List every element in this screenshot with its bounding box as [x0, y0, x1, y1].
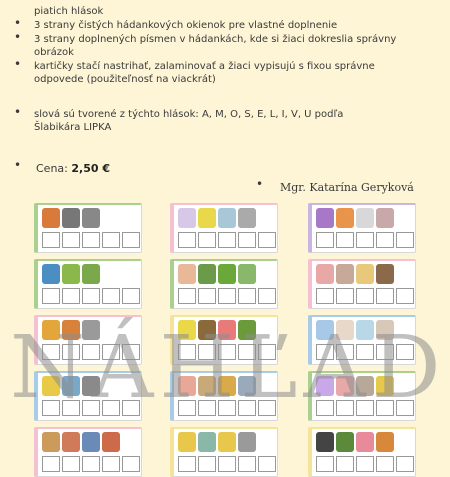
letter-cell: [176, 318, 198, 364]
answer-box: [82, 456, 100, 472]
description-line: Šlabikára LIPKA: [34, 122, 112, 133]
answer-box: [316, 400, 334, 416]
answer-box: [336, 400, 354, 416]
letter-cell: [60, 206, 82, 252]
answer-box: [102, 344, 120, 360]
puzzle-card: [34, 259, 142, 309]
picture-icon: [238, 264, 256, 284]
puzzle-card: [34, 427, 142, 477]
letter-cell: [256, 374, 278, 420]
picture-icon: [198, 320, 216, 340]
answer-box: [178, 232, 196, 248]
letter-cell: [334, 206, 356, 252]
price: [36, 162, 110, 175]
answer-box: [178, 344, 196, 360]
letter-cell: [374, 262, 396, 308]
letter-cell: [236, 206, 258, 252]
letter-cell: [120, 374, 142, 420]
answer-box: [258, 232, 276, 248]
answer-box: [218, 400, 236, 416]
picture-icon: [82, 208, 100, 228]
answer-box: [178, 456, 196, 472]
letter-cell: [60, 262, 82, 308]
picture-icon: [42, 320, 60, 340]
bullet-icon: •: [14, 105, 22, 119]
answer-box: [336, 456, 354, 472]
answer-box: [178, 400, 196, 416]
watermark: NÁHĽAD: [10, 318, 447, 418]
letter-cell: [334, 262, 356, 308]
letter-cell: [354, 318, 376, 364]
puzzle-card: [308, 315, 416, 365]
picture-icon: [198, 432, 216, 452]
picture-icon: [62, 208, 80, 228]
answer-box: [122, 456, 140, 472]
picture-icon: [42, 264, 60, 284]
letter-cell: [120, 206, 142, 252]
picture-icon: [218, 432, 236, 452]
letter-cell: [236, 318, 258, 364]
bullet-icon: •: [14, 16, 22, 30]
letter-cell: [354, 374, 376, 420]
letter-cell: [334, 318, 356, 364]
picture-icon: [376, 376, 394, 396]
picture-icon: [238, 376, 256, 396]
letter-cell: [176, 374, 198, 420]
answer-box: [316, 232, 334, 248]
letter-cell: [256, 318, 278, 364]
answer-box: [198, 232, 216, 248]
letter-cell: [314, 318, 336, 364]
picture-icon: [218, 264, 236, 284]
letter-cell: [216, 262, 238, 308]
picture-icon: [336, 264, 354, 284]
letter-cell: [120, 318, 142, 364]
letter-cell: [334, 374, 356, 420]
letter-cell: [40, 206, 62, 252]
answer-box: [122, 344, 140, 360]
answer-box: [62, 288, 80, 304]
picture-icon: [198, 376, 216, 396]
letter-cell: [314, 374, 336, 420]
letter-cell: [334, 430, 356, 476]
answer-box: [356, 288, 374, 304]
picture-icon: [376, 208, 394, 228]
picture-icon: [316, 376, 334, 396]
answer-box: [376, 400, 394, 416]
picture-icon: [178, 208, 196, 228]
letter-cell: [40, 318, 62, 364]
answer-box: [198, 456, 216, 472]
author-name: Mgr. Katarína Geryková: [280, 181, 414, 194]
answer-box: [218, 232, 236, 248]
picture-icon: [238, 208, 256, 228]
answer-box: [122, 288, 140, 304]
picture-icon: [376, 320, 394, 340]
picture-icon: [42, 376, 60, 396]
letter-cell: [394, 430, 416, 476]
answer-box: [356, 456, 374, 472]
answer-box: [396, 400, 414, 416]
letter-cell: [120, 430, 142, 476]
answer-box: [238, 400, 256, 416]
puzzle-card: [308, 259, 416, 309]
answer-box: [396, 232, 414, 248]
letter-cell: [196, 318, 218, 364]
letter-cell: [394, 262, 416, 308]
picture-icon: [62, 264, 80, 284]
answer-box: [396, 344, 414, 360]
answer-box: [42, 232, 60, 248]
answer-box: [62, 232, 80, 248]
answer-box: [238, 456, 256, 472]
description-line: 3 strany čistých hádankových okienok pre vlastné doplnenie: [34, 20, 338, 31]
price-value: 2,50 €: [71, 162, 110, 175]
answer-box: [82, 232, 100, 248]
answer-box: [42, 288, 60, 304]
letter-cell: [120, 262, 142, 308]
letter-cell: [354, 262, 376, 308]
picture-icon: [356, 376, 374, 396]
answer-box: [376, 344, 394, 360]
answer-box: [82, 288, 100, 304]
description-line: 3 strany doplnených písmen v hádankách, kde si žiaci dokreslia správny: [34, 34, 397, 45]
answer-box: [42, 456, 60, 472]
picture-icon: [42, 208, 60, 228]
letter-cell: [314, 430, 336, 476]
picture-icon: [82, 376, 100, 396]
letter-cell: [196, 262, 218, 308]
letter-cell: [394, 318, 416, 364]
answer-box: [336, 344, 354, 360]
answer-box: [258, 400, 276, 416]
letter-cell: [100, 430, 122, 476]
answer-box: [102, 456, 120, 472]
letter-cell: [394, 206, 416, 252]
picture-icon: [238, 432, 256, 452]
letter-cell: [256, 206, 278, 252]
answer-box: [238, 232, 256, 248]
answer-box: [102, 288, 120, 304]
answer-box: [316, 344, 334, 360]
letter-cell: [100, 374, 122, 420]
letter-cell: [40, 374, 62, 420]
letter-cell: [60, 318, 82, 364]
picture-icon: [178, 320, 196, 340]
letter-cell: [80, 206, 102, 252]
letter-cell: [354, 206, 376, 252]
answer-box: [258, 288, 276, 304]
answer-box: [238, 344, 256, 360]
letter-cell: [60, 430, 82, 476]
picture-icon: [316, 432, 334, 452]
letter-cell: [40, 430, 62, 476]
picture-icon: [178, 264, 196, 284]
picture-icon: [316, 320, 334, 340]
letter-cell: [176, 430, 198, 476]
answer-box: [42, 344, 60, 360]
answer-box: [258, 456, 276, 472]
picture-icon: [218, 208, 236, 228]
price-label: Cena:: [36, 162, 68, 175]
letter-cell: [40, 262, 62, 308]
letter-cell: [314, 262, 336, 308]
letter-cell: [216, 206, 238, 252]
picture-icon: [316, 264, 334, 284]
picture-icon: [178, 432, 196, 452]
puzzle-card: [170, 315, 278, 365]
answer-box: [336, 288, 354, 304]
bullet-icon: •: [14, 158, 22, 172]
puzzle-card: [170, 203, 278, 253]
answer-box: [376, 232, 394, 248]
picture-icon: [316, 208, 334, 228]
puzzle-card: [170, 371, 278, 421]
letter-cell: [80, 374, 102, 420]
picture-icon: [82, 320, 100, 340]
answer-box: [102, 232, 120, 248]
picture-icon: [178, 376, 196, 396]
letter-cell: [216, 374, 238, 420]
answer-box: [198, 400, 216, 416]
puzzle-card: [34, 315, 142, 365]
picture-icon: [336, 208, 354, 228]
letter-cell: [236, 262, 258, 308]
answer-box: [198, 288, 216, 304]
picture-icon: [356, 432, 374, 452]
picture-icon: [42, 432, 60, 452]
answer-box: [62, 344, 80, 360]
letter-cell: [256, 262, 278, 308]
bullet-icon: •: [14, 30, 22, 44]
letter-cell: [80, 262, 102, 308]
answer-box: [396, 456, 414, 472]
picture-icon: [356, 208, 374, 228]
letter-cell: [374, 318, 396, 364]
picture-icon: [336, 320, 354, 340]
letter-cell: [374, 206, 396, 252]
answer-box: [198, 344, 216, 360]
answer-box: [122, 400, 140, 416]
puzzle-card: [170, 259, 278, 309]
puzzle-card: [34, 371, 142, 421]
worksheet-preview: [34, 203, 424, 450]
letter-cell: [100, 262, 122, 308]
picture-icon: [198, 264, 216, 284]
picture-icon: [336, 432, 354, 452]
answer-box: [218, 288, 236, 304]
answer-box: [62, 400, 80, 416]
letter-cell: [374, 430, 396, 476]
picture-icon: [62, 320, 80, 340]
answer-box: [376, 456, 394, 472]
picture-icon: [356, 264, 374, 284]
description-line: slová sú tvorené z týchto hlások: A, M, O, S, E, L, I, V, U podľa: [34, 109, 344, 120]
answer-box: [82, 344, 100, 360]
answer-box: [62, 456, 80, 472]
letter-cell: [80, 430, 102, 476]
letter-cell: [354, 430, 376, 476]
answer-box: [218, 344, 236, 360]
bullet-icon: •: [14, 57, 22, 71]
letter-cell: [176, 262, 198, 308]
letter-cell: [60, 374, 82, 420]
letter-cell: [176, 206, 198, 252]
answer-box: [376, 288, 394, 304]
answer-box: [356, 344, 374, 360]
picture-icon: [218, 376, 236, 396]
description-line: piatich hlások: [34, 6, 104, 17]
picture-icon: [102, 432, 120, 452]
letter-cell: [196, 374, 218, 420]
puzzle-card: [34, 203, 142, 253]
picture-icon: [82, 432, 100, 452]
picture-icon: [82, 264, 100, 284]
puzzle-card: [308, 203, 416, 253]
puzzle-card: [170, 427, 278, 477]
letter-cell: [196, 430, 218, 476]
answer-box: [356, 400, 374, 416]
picture-icon: [376, 432, 394, 452]
answer-box: [356, 232, 374, 248]
picture-icon: [62, 376, 80, 396]
picture-icon: [356, 320, 374, 340]
puzzle-card: [308, 427, 416, 477]
bullet-icon: •: [256, 177, 264, 191]
description-line: kartičky stačí nastrihať, zalaminovať a žiaci vypisujú s fixou správne: [34, 61, 375, 72]
description-line: odpovede (použiteľnosť na viackrát): [34, 74, 216, 85]
description-line: obrázok: [34, 47, 74, 58]
answer-box: [42, 400, 60, 416]
answer-box: [316, 456, 334, 472]
picture-icon: [238, 320, 256, 340]
letter-cell: [236, 374, 258, 420]
picture-icon: [62, 432, 80, 452]
puzzle-card: [308, 371, 416, 421]
answer-box: [102, 400, 120, 416]
letter-cell: [314, 206, 336, 252]
letter-cell: [100, 318, 122, 364]
answer-box: [336, 232, 354, 248]
picture-icon: [218, 320, 236, 340]
letter-cell: [256, 430, 278, 476]
letter-cell: [216, 430, 238, 476]
letter-cell: [236, 430, 258, 476]
answer-box: [258, 344, 276, 360]
answer-box: [122, 232, 140, 248]
letter-cell: [394, 374, 416, 420]
letter-cell: [216, 318, 238, 364]
answer-box: [218, 456, 236, 472]
letter-cell: [100, 206, 122, 252]
letter-cell: [374, 374, 396, 420]
answer-box: [238, 288, 256, 304]
answer-box: [316, 288, 334, 304]
letter-cell: [196, 206, 218, 252]
letter-cell: [80, 318, 102, 364]
picture-icon: [376, 264, 394, 284]
answer-box: [178, 288, 196, 304]
answer-box: [396, 288, 414, 304]
picture-icon: [336, 376, 354, 396]
picture-icon: [198, 208, 216, 228]
answer-box: [82, 400, 100, 416]
